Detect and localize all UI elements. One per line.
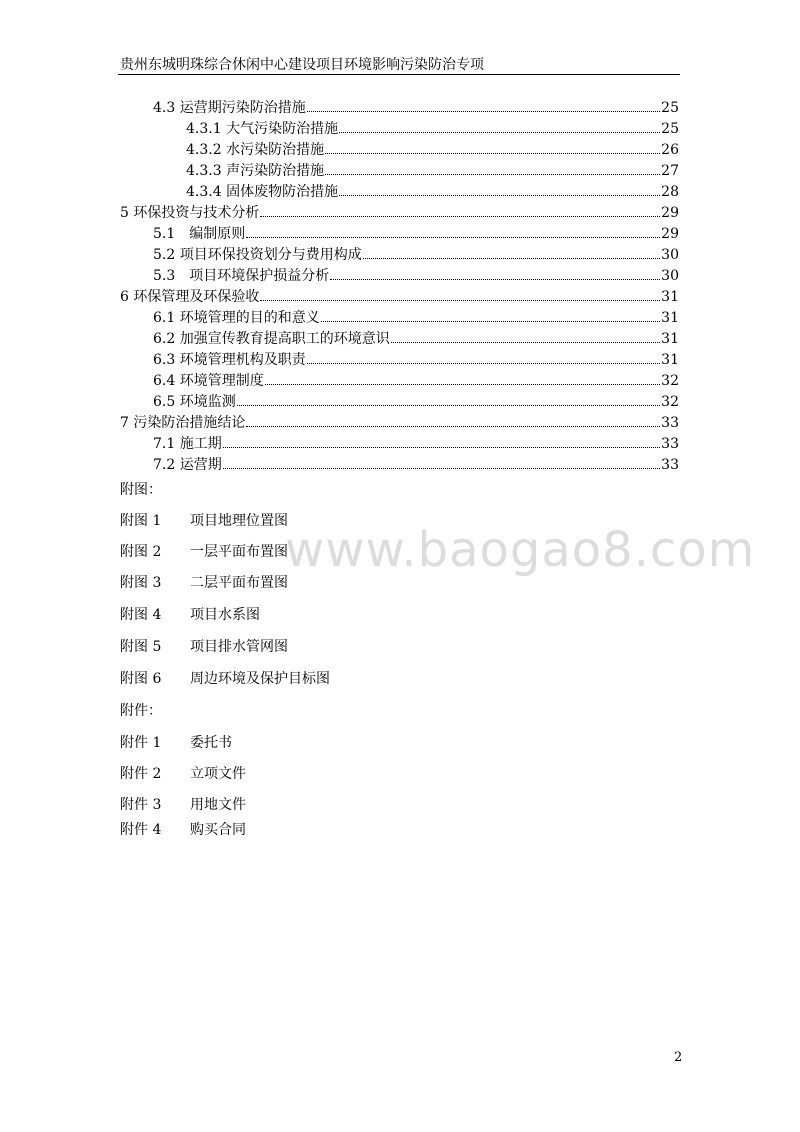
toc-entry-title: 4.3.4 固体废物防治措施	[186, 184, 339, 200]
toc-entry	[186, 182, 679, 202]
toc-entry-title: 6.5 环境监测	[153, 394, 236, 410]
watermark: www.baogao8.com	[285, 522, 756, 578]
attachment-item-title: 立项文件	[190, 766, 246, 782]
toc-entry-title: 5.1 编制原则	[153, 226, 246, 242]
toc-entry-page: 25	[661, 100, 679, 116]
toc-entry	[186, 140, 679, 160]
figure-item-number: 附图 4	[120, 607, 162, 623]
attachment-item-number: 附件 4	[120, 822, 162, 838]
toc-entry-title: 7.1 施工期	[153, 436, 222, 452]
toc-leader-dots	[339, 132, 660, 133]
toc-leader-dots	[260, 216, 660, 217]
toc-entry-title: 5 环保投资与技术分析	[120, 205, 260, 221]
toc-entry-page: 30	[661, 268, 679, 284]
toc-leader-dots	[330, 279, 660, 280]
toc-entry-page: 31	[661, 289, 679, 305]
toc-entry-title: 5.2 项目环保投资划分与费用构成	[153, 247, 362, 263]
toc-entry	[153, 98, 679, 118]
toc-entry-page: 29	[661, 226, 679, 242]
toc-leader-dots	[307, 111, 660, 112]
toc-entry	[153, 434, 679, 454]
toc-entry	[153, 371, 679, 391]
toc-entry-page: 33	[661, 436, 679, 452]
toc-entry-title: 6.2 加强宣传教育提高职工的环境意识	[153, 331, 390, 347]
toc-entry-page: 33	[661, 415, 679, 431]
header-rule	[118, 74, 680, 75]
toc-leader-dots	[325, 174, 660, 175]
page-number: 2	[674, 1050, 683, 1065]
figure-item	[120, 605, 260, 625]
toc-leader-dots	[265, 384, 660, 385]
toc-entry-title: 6 环保管理及环保验收	[120, 289, 260, 305]
toc-entry	[153, 266, 679, 286]
toc-entry	[186, 119, 679, 139]
figure-item-title: 项目水系图	[190, 607, 260, 623]
figure-item-title: 二层平面布置图	[190, 575, 288, 591]
running-header: 贵州东城明珠综合休闲中心建设项目环境影响污染防治专项	[120, 57, 484, 73]
toc-entry-page: 31	[661, 331, 679, 347]
figure-item-number: 附图 2	[120, 544, 162, 560]
attachment-item	[120, 764, 246, 784]
figure-item	[120, 637, 288, 657]
toc-leader-dots	[246, 426, 660, 427]
toc-entry-title: 7 污染防治措施结论	[120, 415, 246, 431]
toc-entry-title: 5.3 项目环境保护损益分析	[153, 268, 330, 284]
toc-entry-page: 26	[661, 142, 679, 158]
attachment-item-title: 委托书	[190, 735, 232, 751]
toc-entry-title: 6.3 环境管理机构及职责	[153, 352, 306, 368]
attachment-item-number: 附件 3	[120, 797, 162, 813]
toc-entry-page: 25	[661, 121, 679, 137]
toc-entry-page: 30	[661, 247, 679, 263]
toc-entry-page: 31	[661, 352, 679, 368]
toc-leader-dots	[391, 342, 660, 343]
toc-entry	[153, 224, 679, 244]
figure-item-title: 周边环境及保护目标图	[190, 671, 330, 687]
attachment-item	[120, 820, 246, 840]
toc-leader-dots	[223, 447, 660, 448]
toc-entry	[153, 455, 679, 475]
attachments-heading: 附件：	[120, 703, 162, 719]
toc-entry-page: 32	[661, 394, 679, 410]
toc-leader-dots	[307, 363, 660, 364]
toc-entry-title: 7.2 运营期	[153, 457, 222, 473]
toc-leader-dots	[260, 300, 660, 301]
figure-item	[120, 669, 330, 689]
toc-entry-page: 31	[661, 310, 679, 326]
attachment-item	[120, 733, 232, 753]
figure-item-number: 附图 3	[120, 575, 162, 591]
figure-item-number: 附图 5	[120, 639, 162, 655]
figure-item-title: 项目排水管网图	[190, 639, 288, 655]
figure-item-number: 附图 6	[120, 671, 162, 687]
figure-item	[120, 542, 288, 562]
toc-leader-dots	[325, 153, 660, 154]
toc-leader-dots	[321, 321, 660, 322]
figure-item-title: 一层平面布置图	[190, 544, 288, 560]
toc-entry-title: 6.1 环境管理的目的和意义	[153, 310, 320, 326]
attachment-item-number: 附件 1	[120, 735, 162, 751]
toc-entry	[186, 161, 679, 181]
toc-entry	[153, 308, 679, 328]
figures-heading: 附图：	[120, 482, 162, 498]
attachment-item-title: 用地文件	[190, 797, 246, 813]
attachment-item-title: 购买合同	[190, 822, 246, 838]
toc-leader-dots	[223, 468, 660, 469]
attachment-item-number: 附件 2	[120, 766, 162, 782]
toc-entry-title: 4.3.2 水污染防治措施	[186, 142, 325, 158]
toc-entry-page: 29	[661, 205, 679, 221]
toc-entry-title: 6.4 环境管理制度	[153, 373, 264, 389]
toc-leader-dots	[246, 237, 660, 238]
attachment-item	[120, 795, 246, 815]
figure-item	[120, 511, 288, 531]
toc-entry-page: 28	[661, 184, 679, 200]
toc-entry-page: 33	[661, 457, 679, 473]
toc-entry-page: 27	[661, 163, 679, 179]
toc-leader-dots	[237, 405, 660, 406]
toc-entry-title: 4.3.3 声污染防治措施	[186, 163, 325, 179]
figure-item-number: 附图 1	[120, 513, 162, 529]
toc-entry	[153, 350, 679, 370]
figure-item	[120, 573, 288, 593]
toc-entry-title: 4.3 运营期污染防治措施	[153, 100, 306, 116]
toc-entry	[153, 329, 679, 349]
toc-entry	[153, 245, 679, 265]
toc-leader-dots	[339, 195, 660, 196]
toc-entry	[120, 287, 679, 307]
toc-entry-page: 32	[661, 373, 679, 389]
toc-entry	[120, 413, 679, 433]
toc-entry-title: 4.3.1 大气污染防治措施	[186, 121, 339, 137]
toc-leader-dots	[363, 258, 660, 259]
toc-entry	[120, 203, 679, 223]
figure-item-title: 项目地理位置图	[190, 513, 288, 529]
toc-entry	[153, 392, 679, 412]
